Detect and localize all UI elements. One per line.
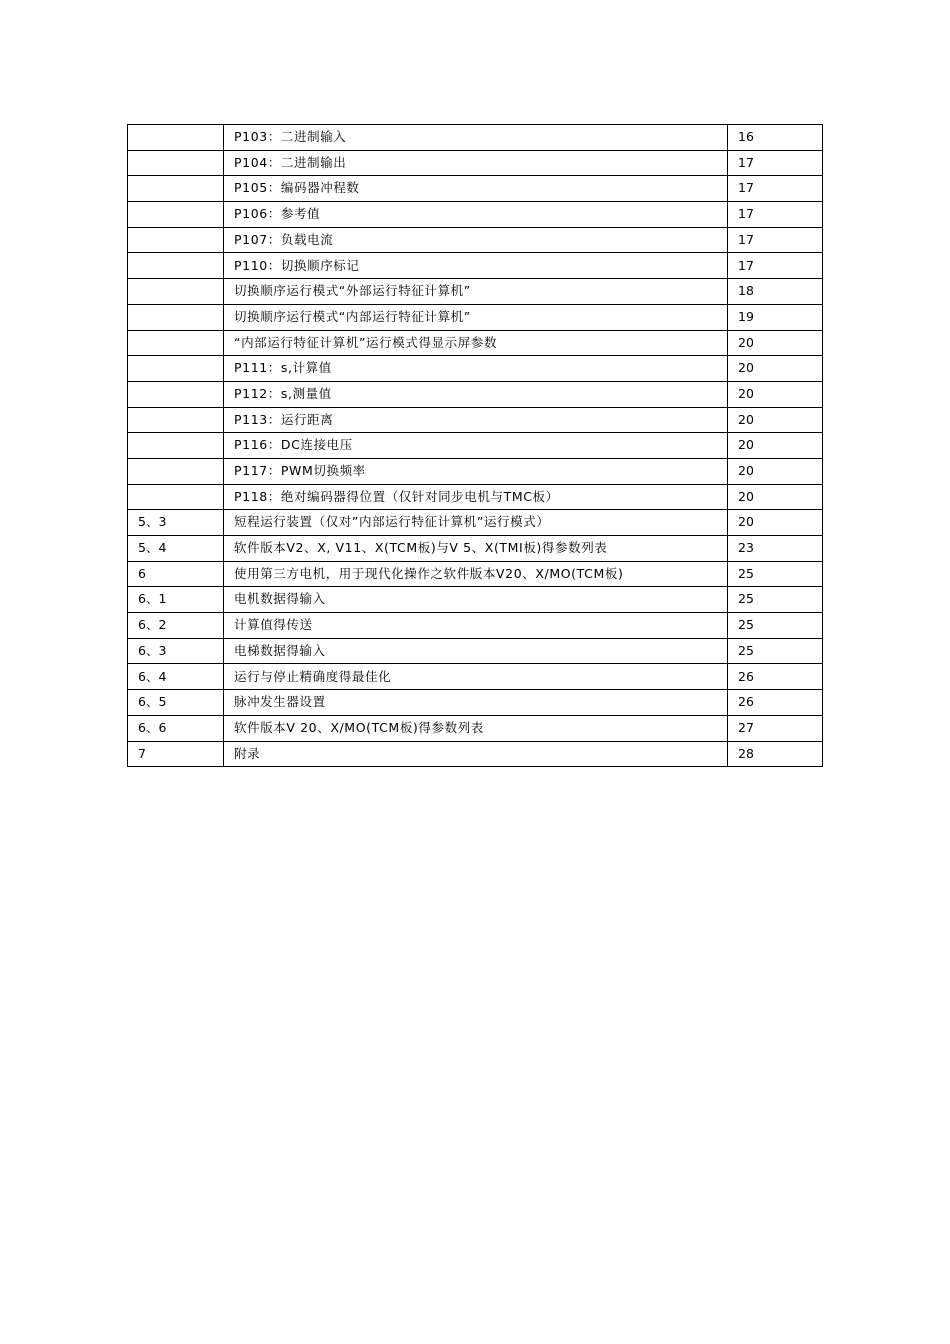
toc-page-number: 20 xyxy=(728,407,823,433)
toc-page-number: 25 xyxy=(728,613,823,639)
toc-entry-title: P104：二进制输出 xyxy=(224,150,728,176)
toc-row xyxy=(128,561,823,587)
toc-page-number: 17 xyxy=(728,150,823,176)
toc-section-number: 6、5 xyxy=(128,690,224,716)
toc-page-number: 28 xyxy=(728,741,823,767)
toc-page-number: 27 xyxy=(728,715,823,741)
toc-page-number: 20 xyxy=(728,356,823,382)
toc-section-number: 5、4 xyxy=(128,536,224,562)
toc-section-number xyxy=(128,458,224,484)
toc-row xyxy=(128,150,823,176)
toc-page-number: 25 xyxy=(728,638,823,664)
toc-row xyxy=(128,638,823,664)
toc-entry-title: P117：PWM切换频率 xyxy=(224,458,728,484)
toc-section-number xyxy=(128,279,224,305)
toc-section-number xyxy=(128,253,224,279)
toc-entry-title: 切换顺序运行模式“内部运行特征计算机” xyxy=(224,304,728,330)
toc-page-number: 20 xyxy=(728,458,823,484)
toc-entry-title: 软件版本V2、X, V11、X(TCM板)与V 5、X(TMI板)得参数列表 xyxy=(224,536,728,562)
toc-page-number: 19 xyxy=(728,304,823,330)
toc-row xyxy=(128,330,823,356)
toc-section-number xyxy=(128,202,224,228)
toc-row xyxy=(128,715,823,741)
toc-row xyxy=(128,279,823,305)
toc-section-number xyxy=(128,433,224,459)
toc-page-number: 20 xyxy=(728,484,823,510)
toc-row xyxy=(128,741,823,767)
toc-page-number: 20 xyxy=(728,433,823,459)
toc-entry-title: 电梯数据得输入 xyxy=(224,638,728,664)
toc-section-number xyxy=(128,176,224,202)
toc-section-number xyxy=(128,227,224,253)
toc-entry-title: 短程运行装置（仅对”内部运行特征计算机”运行模式） xyxy=(224,510,728,536)
toc-row xyxy=(128,227,823,253)
toc-entry-title: 软件版本V 20、X/MO(TCM板)得参数列表 xyxy=(224,715,728,741)
toc-section-number xyxy=(128,356,224,382)
toc-page-number: 26 xyxy=(728,690,823,716)
toc-section-number xyxy=(128,125,224,151)
toc-page-number: 20 xyxy=(728,510,823,536)
toc-row xyxy=(128,356,823,382)
toc-entry-title: P111：s,计算值 xyxy=(224,356,728,382)
toc-entry-title: P116：DC连接电压 xyxy=(224,433,728,459)
toc-page-number: 16 xyxy=(728,125,823,151)
toc-section-number: 6、1 xyxy=(128,587,224,613)
toc-section-number xyxy=(128,330,224,356)
toc-row xyxy=(128,536,823,562)
toc-entry-title: P110：切换顺序标记 xyxy=(224,253,728,279)
toc-section-number: 6 xyxy=(128,561,224,587)
toc-page-number: 17 xyxy=(728,202,823,228)
toc-row xyxy=(128,407,823,433)
toc-page-number: 23 xyxy=(728,536,823,562)
toc-section-number: 6、4 xyxy=(128,664,224,690)
toc-row xyxy=(128,202,823,228)
toc-entry-title: P106：参考值 xyxy=(224,202,728,228)
toc-page-number: 17 xyxy=(728,176,823,202)
toc-section-number xyxy=(128,150,224,176)
table-of-contents xyxy=(127,124,823,767)
toc-page-number: 25 xyxy=(728,561,823,587)
toc-body xyxy=(128,125,823,767)
toc-row xyxy=(128,613,823,639)
toc-section-number: 6、6 xyxy=(128,715,224,741)
toc-entry-title: 附录 xyxy=(224,741,728,767)
toc-entry-title: 电机数据得输入 xyxy=(224,587,728,613)
toc-section-number: 5、3 xyxy=(128,510,224,536)
toc-row xyxy=(128,484,823,510)
toc-row xyxy=(128,664,823,690)
toc-entry-title: 运行与停止精确度得最佳化 xyxy=(224,664,728,690)
toc-row xyxy=(128,433,823,459)
toc-page-number: 17 xyxy=(728,227,823,253)
toc-page-number: 18 xyxy=(728,279,823,305)
toc-entry-title: P103：二进制输入 xyxy=(224,125,728,151)
toc-page-number: 20 xyxy=(728,381,823,407)
toc-entry-title: P105：编码器冲程数 xyxy=(224,176,728,202)
toc-row xyxy=(128,304,823,330)
toc-page-number: 20 xyxy=(728,330,823,356)
toc-entry-title: “内部运行特征计算机”运行模式得显示屏参数 xyxy=(224,330,728,356)
toc-entry-title: P107：负载电流 xyxy=(224,227,728,253)
toc-section-number: 6、3 xyxy=(128,638,224,664)
toc-section-number xyxy=(128,381,224,407)
toc-section-number xyxy=(128,304,224,330)
toc-page-number: 25 xyxy=(728,587,823,613)
toc-section-number xyxy=(128,484,224,510)
toc-section-number: 6、2 xyxy=(128,613,224,639)
toc-row xyxy=(128,510,823,536)
toc-entry-title: P113：运行距离 xyxy=(224,407,728,433)
toc-row xyxy=(128,125,823,151)
toc-row xyxy=(128,690,823,716)
toc-entry-title: P118：绝对编码器得位置（仅针对同步电机与TMC板） xyxy=(224,484,728,510)
toc-row xyxy=(128,381,823,407)
toc-section-number: 7 xyxy=(128,741,224,767)
toc-entry-title: 脉冲发生器设置 xyxy=(224,690,728,716)
toc-row xyxy=(128,587,823,613)
toc-entry-title: 计算值得传送 xyxy=(224,613,728,639)
toc-entry-title: P112：s,测量值 xyxy=(224,381,728,407)
toc-entry-title: 切换顺序运行模式“外部运行特征计算机” xyxy=(224,279,728,305)
toc-row xyxy=(128,253,823,279)
toc-section-number xyxy=(128,407,224,433)
toc-page-number: 17 xyxy=(728,253,823,279)
toc-row xyxy=(128,176,823,202)
toc-row xyxy=(128,458,823,484)
toc-entry-title: 使用第三方电机，用于现代化操作之软件版本V20、X/MO(TCM板) xyxy=(224,561,728,587)
toc-page-number: 26 xyxy=(728,664,823,690)
